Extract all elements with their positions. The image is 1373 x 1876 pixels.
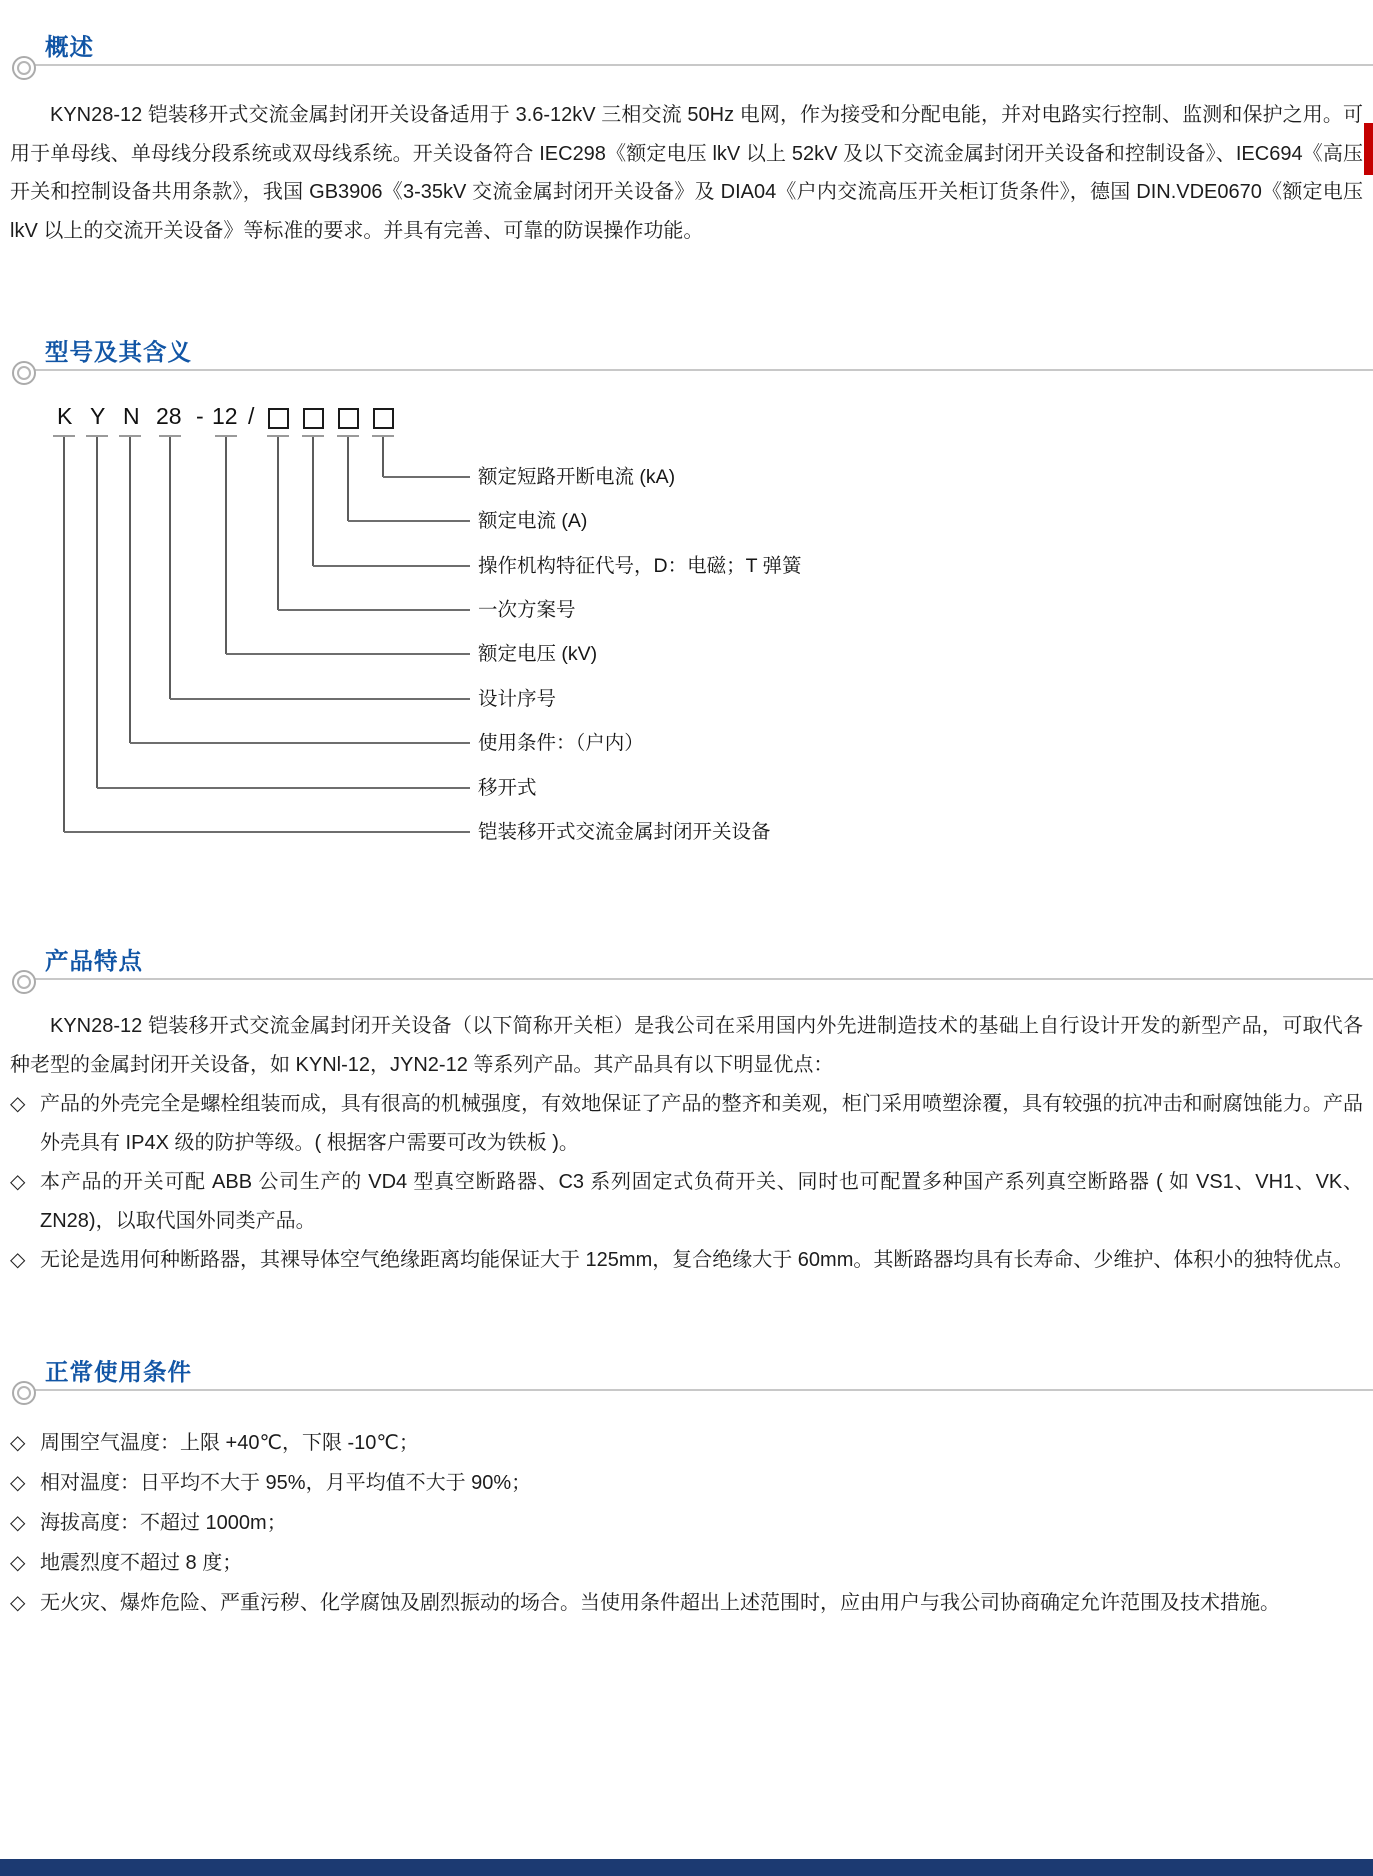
diamond-bullet-icon: ◇ (10, 1171, 26, 1193)
model-char: / (248, 403, 255, 429)
condition-bullet-text: 海拔高度：不超过 1000m； (40, 1512, 287, 1534)
model-char: 28 (156, 403, 182, 429)
diamond-bullet-icon: ◇ (10, 1592, 26, 1614)
model-char: N (123, 403, 140, 429)
diagram-connector (383, 476, 470, 478)
condition-bullet (10, 1503, 1363, 1543)
diagram-connector (96, 437, 98, 788)
page-edge-tab (1364, 123, 1373, 175)
ring-ornament-icon (12, 970, 36, 994)
model-placeholder-box (268, 408, 289, 429)
diagram-connector (64, 831, 470, 833)
condition-bullet (10, 1583, 1363, 1623)
condition-bullet (10, 1543, 1363, 1583)
section-header-model (10, 333, 1363, 379)
section-header-overview (10, 28, 1363, 74)
diagram-connector (129, 437, 131, 743)
diamond-bullet-icon: ◇ (10, 1472, 26, 1494)
feature-bullet-text: 无论是选用何种断路器，其裸导体空气绝缘距离均能保证大于 125mm，复合绝缘大于 60mm。其断路器均具有长寿命、少维护、体积小的独特优点。 (40, 1249, 1354, 1271)
diagram-connector (169, 437, 171, 699)
model-char: 12 (212, 403, 238, 429)
section-header-features (10, 942, 1363, 988)
feature-bullet (10, 1241, 1363, 1280)
section-rule (28, 1389, 1373, 1391)
diagram-connector (277, 437, 279, 610)
diagram-connector (347, 437, 349, 521)
model-char: K (57, 403, 73, 429)
diagram-label: 操作机构特征代号，D：电磁；T 弹簧 (478, 555, 802, 577)
feature-bullet (10, 1085, 1363, 1163)
section-header-conditions (10, 1353, 1363, 1399)
features-section (10, 942, 1363, 1280)
diagram-connector (312, 437, 314, 566)
section-rule (28, 369, 1373, 371)
overview-paragraph: KYN28-12 铠装移开式交流金属封闭开关设备适用于 3.6-12kV 三相交流 50Hz 电网，作为接受和分配电能，并对电路实行控制、监测和保护之用。可用于单母线、单母线分段系统或双母线系统。开关设备符合 IEC298《额定电压 lkV 以上 52kV 及以下交流金属封闭开关设备和控制设备》、IEC694《高压开关和控制设备共用条款》，我国 GB3906《3-35kV 交流金属封闭开关设备》及 DIA04《户内交流高压开关柜订货条件》，德国 DIN.VDE0670《额定电压 lkV 以上的交流开关设备》等标准的要求。并具有完善、可靠的防误操作功能。 (10, 104, 1363, 242)
diagram-label: 设计序号 (478, 688, 557, 710)
model-placeholder-box (373, 408, 394, 429)
model-char: - (196, 403, 204, 429)
feature-bullet-text: 产品的外壳完全是螺栓组装而成，具有很高的机械强度，有效地保证了产品的整齐和美观，柜门采用喷塑涂覆，具有较强的抗冲击和耐腐蚀能力。产品外壳具有 IP4X 级的防护等级。( 根据客户需要可改为铁板 )。 (40, 1093, 1363, 1154)
feature-bullet-text: 本产品的开关可配 ABB 公司生产的 VD4 型真空断路器、C3 系列固定式负荷开关、同时也可配置多种国产系列真空断路器 ( 如 VS1、VH1、VK、ZN28)，以取代国外同类产品。 (40, 1171, 1363, 1232)
model-char: Y (90, 403, 106, 429)
diamond-bullet-icon: ◇ (10, 1512, 26, 1534)
feature-bullet (10, 1163, 1363, 1241)
diagram-connector (63, 437, 65, 832)
diagram-connector (97, 787, 470, 789)
diagram-connector (130, 742, 470, 744)
bottom-bar (0, 1859, 1373, 1876)
diagram-label: 额定短路开断电流 (kA) (478, 466, 676, 488)
catalog-page (0, 28, 1373, 1623)
ring-ornament-icon (12, 56, 36, 80)
conditions-section (10, 1353, 1363, 1623)
diamond-bullet-icon: ◇ (10, 1432, 26, 1454)
ring-ornament-icon (12, 1381, 36, 1405)
diagram-connector (348, 520, 470, 522)
condition-bullet-text: 无火灾、爆炸危险、严重污秽、化学腐蚀及剧烈振动的场合。当使用条件超出上述范围时，应由用户与我公司协商确定允许范围及技术措施。 (40, 1592, 1280, 1614)
diagram-connector (382, 437, 384, 477)
ring-ornament-icon (12, 361, 36, 385)
diagram-connector (278, 609, 470, 611)
section-title-overview: 概述 (45, 34, 94, 60)
diagram-label: 铠装移开式交流金属封闭开关设备 (478, 821, 771, 843)
diamond-bullet-icon: ◇ (10, 1249, 26, 1271)
diagram-label: 移开式 (478, 777, 537, 799)
section-rule (28, 64, 1373, 66)
diagram-connector (226, 653, 470, 655)
diagram-label: 一次方案号 (478, 599, 576, 621)
diagram-label: 使用条件：（户内） (478, 732, 644, 754)
condition-bullet-text: 地震烈度不超过 8 度； (40, 1552, 243, 1574)
model-placeholder-box (303, 408, 324, 429)
section-title-conditions: 正常使用条件 (45, 1359, 192, 1385)
section-title-model: 型号及其含义 (45, 339, 192, 365)
diamond-bullet-icon: ◇ (10, 1552, 26, 1574)
diagram-connector (225, 437, 227, 654)
diagram-connector (170, 698, 470, 700)
section-title-features: 产品特点 (45, 948, 143, 974)
features-intro: KYN28-12 铠装移开式交流金属封闭开关设备（以下简称开关柜）是我公司在采用国内外先进制造技术的基础上自行设计开发的新型产品，可取代各种老型的金属封闭开关设备，如 KYNl-12，JYN2-12 等系列产品。其产品具有以下明显优点： (10, 1015, 1363, 1076)
diagram-label: 额定电流 (A) (478, 510, 588, 532)
condition-bullet (10, 1423, 1363, 1463)
condition-bullet-text: 周围空气温度：上限 +40℃，下限 -10℃； (40, 1432, 419, 1454)
model-meaning-diagram (10, 403, 1363, 855)
section-rule (28, 978, 1373, 980)
condition-bullet (10, 1463, 1363, 1503)
condition-bullet-text: 相对温度：日平均不大于 95%，月平均值不大于 90%； (40, 1472, 532, 1494)
diamond-bullet-icon: ◇ (10, 1093, 26, 1115)
diagram-connector (313, 565, 470, 567)
model-placeholder-box (338, 408, 359, 429)
diagram-label: 额定电压 (kV) (478, 643, 598, 665)
